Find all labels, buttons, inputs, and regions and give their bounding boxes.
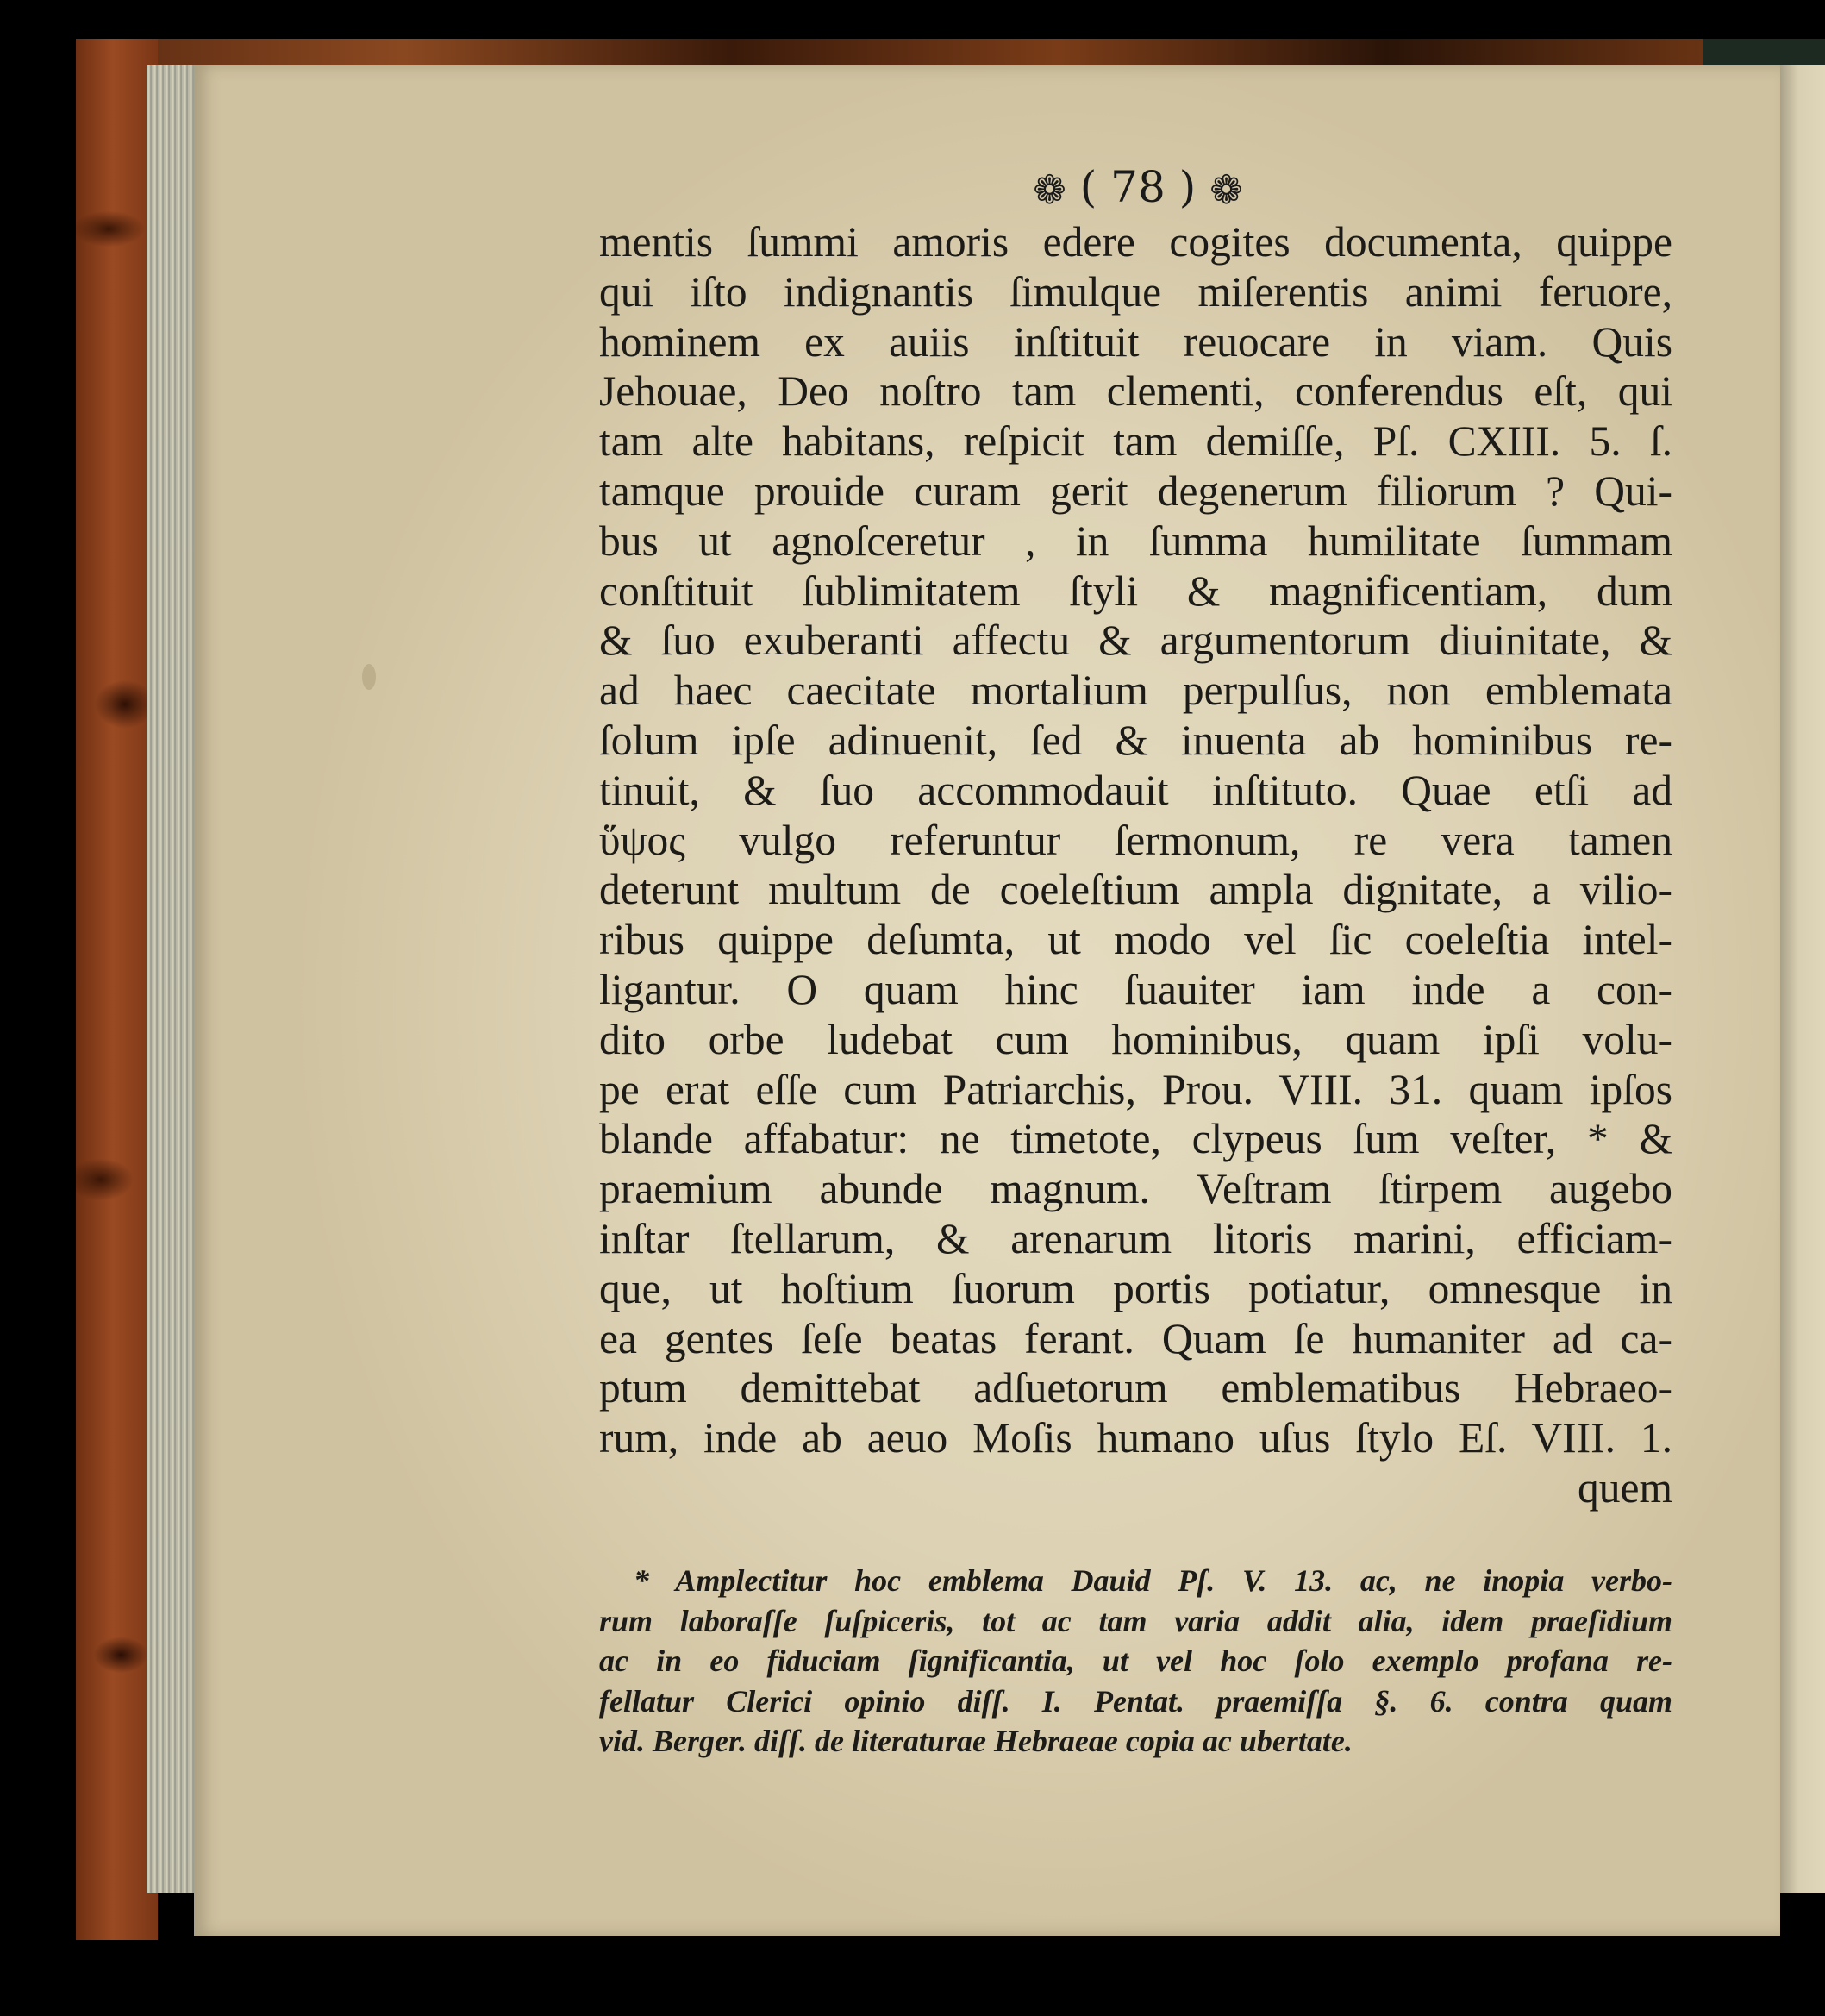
footnote-line: rum laboraſſe ſuſpiceris, tot ac tam varia addit alia, idem praeſidium [599,1603,1672,1638]
marbled-cover-left [76,39,158,1940]
text-line: ptum demittebat adſuetorum emblematibus Hebraeo- [599,1364,1672,1412]
text-line: inſtar ſtellarum, & arenarum litoris marini, efficiam- [599,1214,1672,1262]
text-line: hominem ex auiis inſtituit reuocare in viam. Quis [599,317,1672,366]
text-line: mentis ſummi amoris edere cogites documenta, quippe [599,218,1672,266]
text-line: dito orbe ludebat cum hominibus, quam ipſi volu- [599,1015,1672,1063]
catchword: quem [1578,1463,1672,1512]
text-line: tamque prouide curam gerit degenerum filiorum ? Qui- [599,466,1672,515]
text-line: conſtituit ſublimitatem ſtyli & magnificentiam, dum [599,567,1672,615]
text-line: Jehouae, Deo noſtro tam clementi, conferendus eſt, qui [599,367,1672,416]
page-stain [362,664,376,690]
text-line: ſolum ipſe adinuenit, ſed & inuenta ab hominibus re- [599,716,1672,764]
text-line: ligantur. O quam hinc ſuauiter iam inde a con- [599,965,1672,1013]
facing-page-edge [1780,65,1825,1893]
footnote-line: fellatur Clerici opinio diſſ. I. Pentat. praemiſſa §. 6. contra quam [599,1683,1672,1719]
text-line: blande affabatur: ne timetote, clypeus ſum veſter, * & [599,1115,1672,1163]
text-line: ribus quippe deſumta, ut modo vel ſic coeleſtia intel- [599,916,1672,964]
footnote [599,1561,1672,1762]
text-line: ὕψος vulgo referuntur ſermonum, re vera tamen [599,816,1672,864]
page-number: ( 78 ) [1079,162,1197,212]
text-line: & ſuo exuberanti affectu & argumentorum diuinitate, & [599,617,1672,665]
footnote-line: ac in eo fiduciam ſignificantia, ut vel hoc ſolo exemplo profana re- [599,1643,1672,1678]
text-line: bus ut agnoſceretur , in ſumma humilitate ſummam [599,517,1672,565]
page-header [1000,162,1276,213]
page-edges [147,65,198,1893]
text-line: ad haec caecitate mortalium perpulſus, non emblemata [599,667,1672,715]
text-line: que, ut hoſtium ſuorum portis potiatur, omnesque in [599,1264,1672,1312]
text-line: praemium abunde magnum. Veſtram ſtirpem augebo [599,1165,1672,1213]
footnote-line: vid. Berger. diſſ. de literaturae Hebraeae copia ac ubertate. [599,1724,1353,1758]
text-line: pe erat eſſe cum Patriarchis, Prou. VIII. 31. quam ipſos [599,1065,1672,1113]
text-line: tam alte habitans, reſpicit tam demiſſe, Pſ. CXIII. 5. ſ. [599,417,1672,466]
book-cover-right [1703,39,1825,65]
flower-ornament-icon: ❁ [1209,166,1243,213]
footnote-line: * Amplectitur hoc emblema Dauid Pſ. V. 13. ac, ne inopia verbo- [634,1563,1672,1598]
flower-ornament-icon: ❁ [1033,166,1066,213]
text-line: ea gentes ſeſe beatas ferant. Quam ſe humaniter ad ca- [599,1314,1672,1362]
text-line: tinuit, & ſuo accommodauit inſtituto. Quae etſi ad [599,766,1672,814]
text-line: qui iſto indignantis ſimulque miſerentis animi feruore, [599,267,1672,316]
book-cover-top [76,39,1714,65]
text-line: deterunt multum de coeleſtium ampla dignitate, a vilio- [599,866,1672,914]
main-text-block [599,217,1672,1513]
text-line: rum, inde ab aeuo Moſis humano uſus ſtylo Eſ. VIII. 1. [599,1414,1672,1462]
